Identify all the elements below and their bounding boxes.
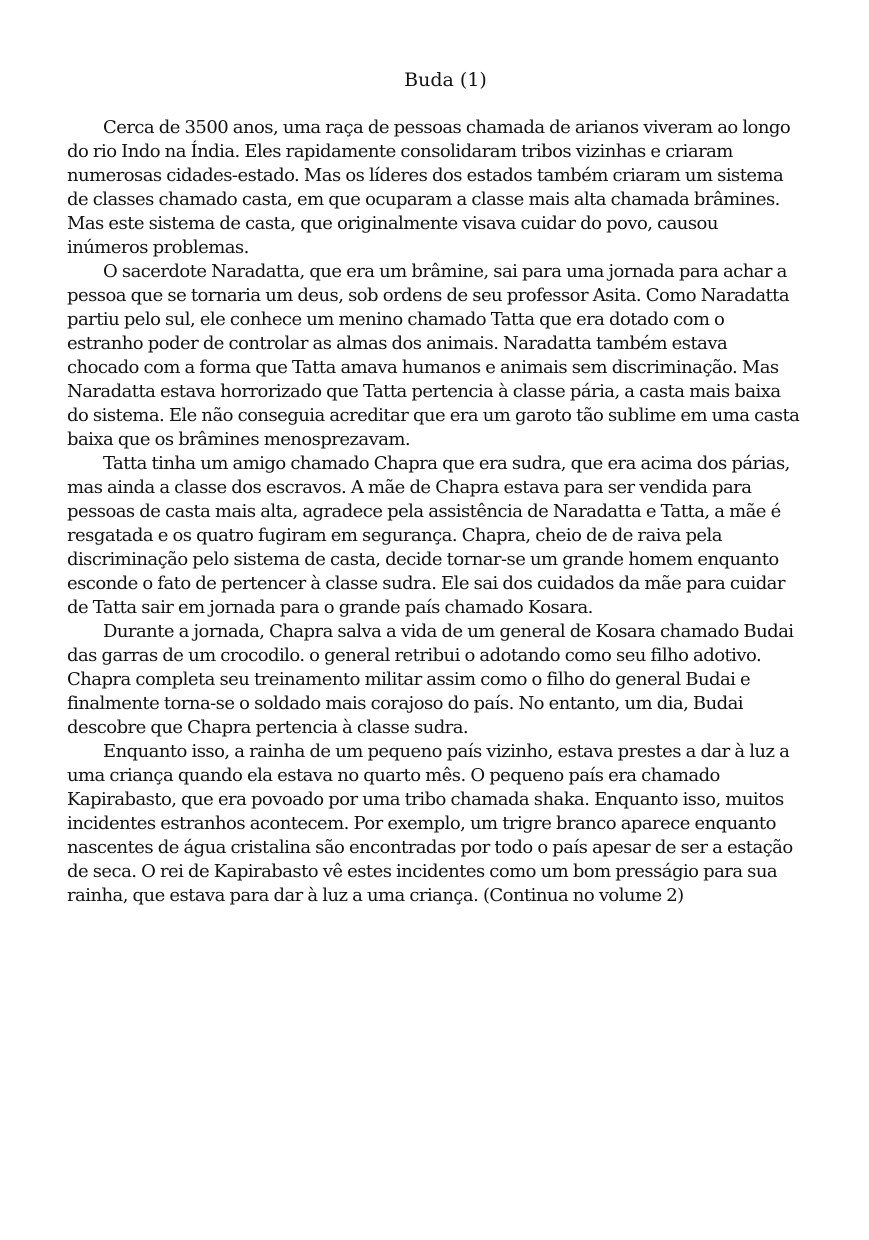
paragraph-1: Cerca de 3500 anos, uma raça de pessoas chamada de arianos viveram ao longo do rio Indo na Índia. Eles rapidamente consolidaram tribos vizinhas e criaram numerosas cidades-estado. Mas os líderes dos estados também criaram um sistema de classes chamado casta, em que ocuparam a classe mais alta chamada brâmines. Mas este sistema de casta, que originalmente visava cuidar do povo, causou inúmeros problemas. [67,117,791,258]
paragraph-5: Enquanto isso, a rainha de um pequeno país vizinho, estava prestes a dar à luz a uma criança quando ela estava no quarto mês. O pequeno país era chamado Kapirabasto, que era povoado por uma tribo chamada shaka. Enquanto isso, muitos incidentes estranhos acontecem. Por exemplo, um trigre branco aparece enquanto nascentes de água cristalina são encontradas por todo o país apesar de ser a estação de seca. O rei de Kapirabasto vê estes incidentes como um bom presságio para sua rainha, que estava para dar à luz a uma criança. (Continua no volume 2) [67,741,793,906]
paragraph-2: O sacerdote Naradatta, que era um brâmine, sai para uma jornada para achar a pessoa que se tornaria um deus, sob ordens de seu professor Asita. Como Naradatta partiu pelo sul, ele conhece um menino chamado Tatta que era dotado com o estranho poder de controlar as almas dos animais. Naradatta também estava chocado com a forma que Tatta amava humanos e animais sem discriminação. Mas Naradatta estava horrorizado que Tatta pertencia à classe pária, a casta mais baixa do sistema. Ele não conseguia acreditar que era um garoto tão sublime em uma casta baixa que os brâmines menosprezavam. [67,261,800,450]
paragraph-3: Tatta tinha um amigo chamado Chapra que era sudra, que era acima dos párias, mas ainda a classe dos escravos. A mãe de Chapra estava para ser vendida para pessoas de casta mais alta, agradece pela assistência de Naradatta e Tatta, a mãe é resgatada e os quatro fugiram em segurança. Chapra, cheio de de raiva pela discriminação pelo sistema de casta, decide tornar-se um grande homem enquanto esconde o fato de pertencer à classe sudra. Ele sai dos cuidados da mãe para cuidar de Tatta sair em jornada para o grande país chamado Kosara. [67,453,790,618]
paragraph-4: Durante a jornada, Chapra salva a vida de um general de Kosara chamado Budai das garras de um crocodilo. o general retribui o adotando como seu filho adotivo. Chapra completa seu treinamento militar assim como o filho do general Budai e finalmente torna-se o soldado mais corajoso do país. No entanto, um dia, Budai descobre que Chapra pertencia à classe sudra. [67,621,794,738]
document-title: Buda (1) [404,69,487,91]
document-page [67,68,802,908]
